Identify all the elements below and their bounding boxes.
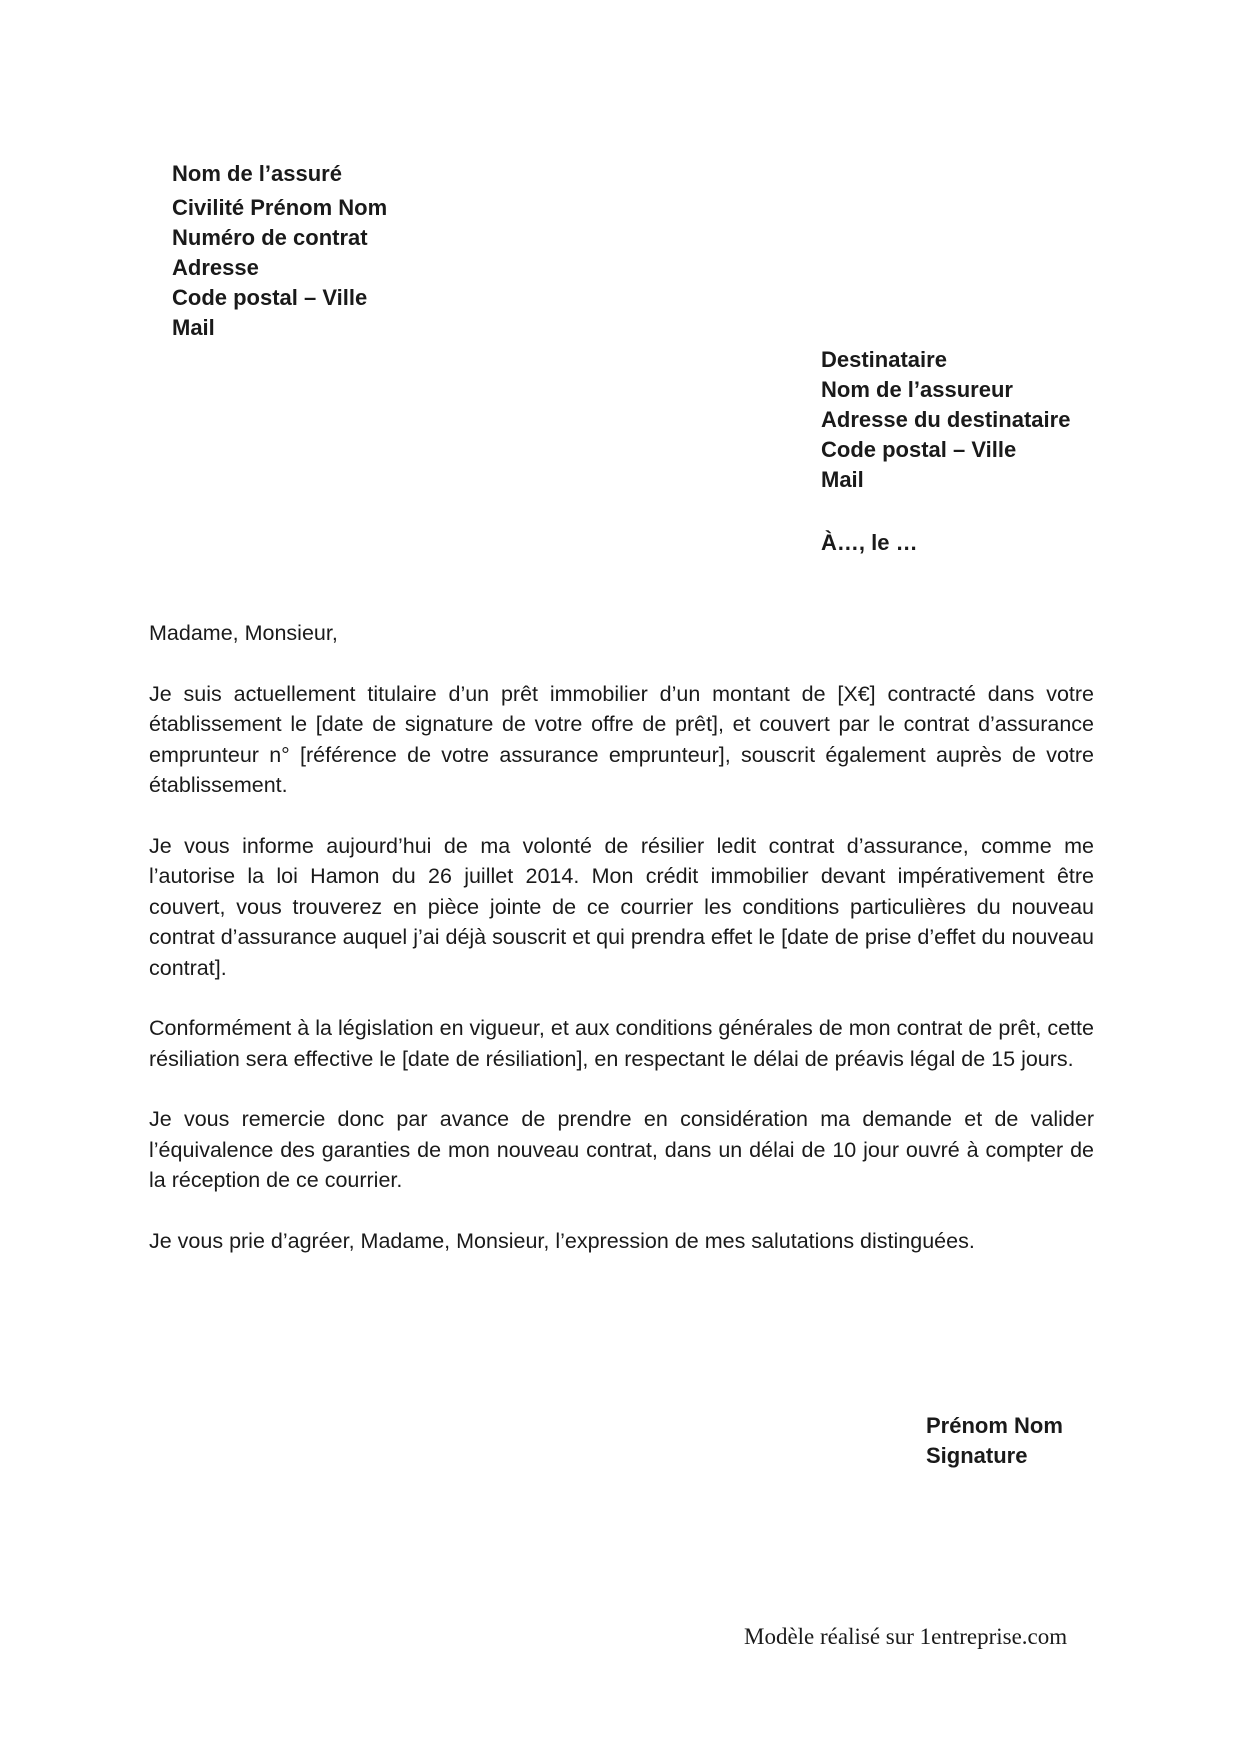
paragraph-effective-date: Conformément à la législation en vigueur, et aux conditions générales de mon contrat de prêt, cette résiliation sera effective le [date de résiliation], en respectant le délai de préavis légal de 15 jours. <box>149 1016 1094 1071</box>
sender-name-line: Civilité Prénom Nom <box>172 195 388 220</box>
salutation: Madame, Monsieur, <box>149 621 338 645</box>
sender-mail-line: Mail <box>172 315 215 340</box>
recipient-insurer-line: Nom de l’assureur <box>821 377 1013 402</box>
recipient-label-line: Destinataire <box>821 347 947 372</box>
signature-name: Prénom Nom <box>926 1413 1063 1438</box>
signature-block <box>926 1411 1063 1471</box>
paragraph-termination-request: Je vous informe aujourd’hui de ma volonté de résilier ledit contrat d’assurance, comme me l’autorise la loi Hamon du 26 juillet 2014. Mon crédit immobilier devant impérativement être couvert, vous trouverez en pièce jointe de ce courrier les conditions particulières du nouveau contrat d’assurance auquel j’ai déjà souscrit et qui prendra effet le [date de prise d’effet du nouveau contrat]. <box>149 833 1094 980</box>
footer-template-credit: Modèle réalisé sur 1entreprise.com <box>744 1624 1068 1649</box>
recipient-address-block <box>821 345 1070 495</box>
paragraph-loan-details: Je suis actuellement titulaire d’un prêt immobilier d’un montant de [X€] contracté dans votre établissement le [date de signature de votre offre de prêt], et couvert par le contrat d’assurance emprunteur n° [référence de votre assurance emprunteur], souscrit également auprès de votre établissement. <box>149 681 1094 797</box>
sender-postal-city-line: Code postal – Ville <box>172 285 368 310</box>
paragraph-equivalence-request: Je vous remercie donc par avance de prendre en considération ma demande et de valider l’équivalence des garanties de mon nouveau contrat, dans un délai de 10 jour ouvré à compter de la réception de ce courrier. <box>149 1107 1094 1192</box>
sender-heading: Nom de l’assuré <box>172 161 342 186</box>
letter-body <box>149 618 1094 1286</box>
recipient-postal-city-line: Code postal – Ville <box>821 437 1017 462</box>
sender-address-line: Adresse <box>172 255 259 280</box>
recipient-address-line: Adresse du destinataire <box>821 407 1071 432</box>
sender-contract-number-line: Numéro de contrat <box>172 225 368 250</box>
place-date-line: À…, le … <box>821 530 918 555</box>
paragraph-closing-formula: Je vous prie d’agréer, Madame, Monsieur, l’expression de mes salutations distinguées. <box>149 1228 975 1253</box>
signature-label: Signature <box>926 1443 1028 1468</box>
sender-address-block <box>172 159 387 343</box>
recipient-mail-line: Mail <box>821 467 864 492</box>
